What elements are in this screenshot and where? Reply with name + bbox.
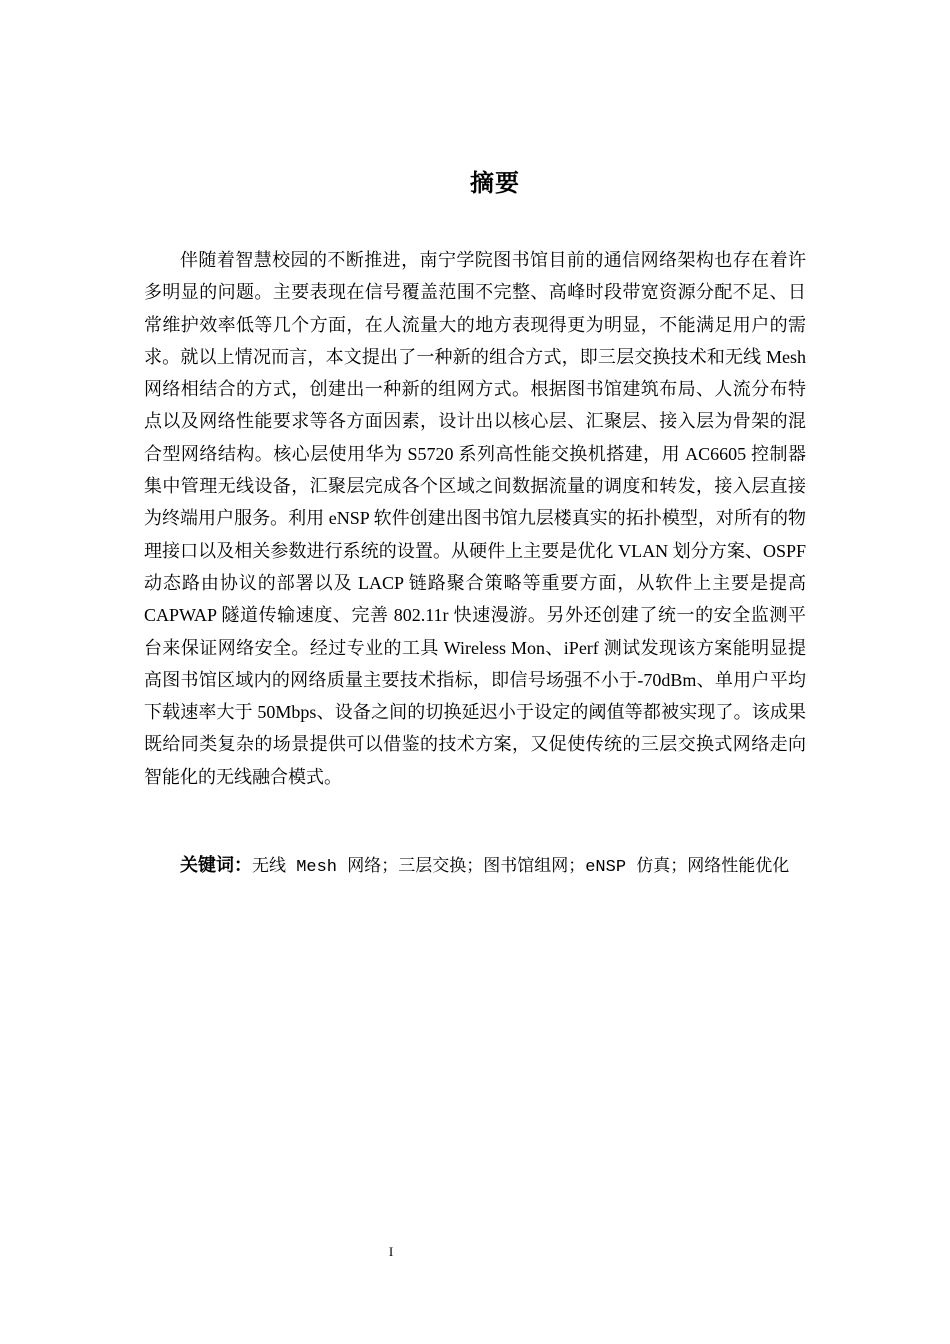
keywords-label: 关键词： bbox=[180, 855, 252, 876]
abstract-paragraph: 伴随着智慧校园的不断推进，南宁学院图书馆目前的通信网络架构也存在着许多明显的问题。主要表现在信号覆盖范围不完整、高峰时段带宽资源分配不足、日常维护效率低等几个方面，在人流量大的地方表现得更为明显，不能满足用户的需求。就以上情况而言，本文提出了一种新的组合方式，即三层交换技术和无线 Mesh 网络相结合的方式，创建出一种新的组网方式。根据图书馆建筑布局、人流分布特点以及网络性能要求等各方面因素，设计出以核心层、汇聚层、接入层为骨架的混合型网络结构。核心层使用华为 S5720 系列高性能交换机搭建，用 AC6605 控制器集中管理无线设备，汇聚层完成各个区域之间数据流量的调度和转发，接入层直接为终端用户服务。利用 eNSP 软件创建出图书馆九层楼真实的拓扑模型，对所有的物理接口以及相关参数进行系统的设置。从硬件上主要是优化 VLAN 划分方案、OSPF 动态路由协议的部署以及 LACP 链路聚合策略等重要方面，从软件上主要是提高 CAPWAP 隧道传输速度、完善 802.11r 快速漫游。另外还创建了统一的安全监测平台来保证网络安全。经过专业的工具 Wireless Mon、iPerf 测试发现该方案能明显提高图书馆区域内的网络质量主要技术指标，即信号场强不小于-70dBm、单用户平均下载速率大于 50Mbps、设备之间的切换延迟小于设定的阈值等都被实现了。该成果既给同类复杂的场景提供可以借鉴的技术方案，又促使传统的三层交换式网络走向智能化的无线融合模式。 bbox=[144, 250, 806, 787]
page-number: I bbox=[388, 1244, 394, 1259]
page-title: 摘要 bbox=[470, 169, 520, 197]
keywords-text: 无线 Mesh 网络；三层交换；图书馆组网；eNSP 仿真；网络性能优化 bbox=[252, 858, 790, 877]
keywords-paragraph bbox=[144, 849, 806, 884]
